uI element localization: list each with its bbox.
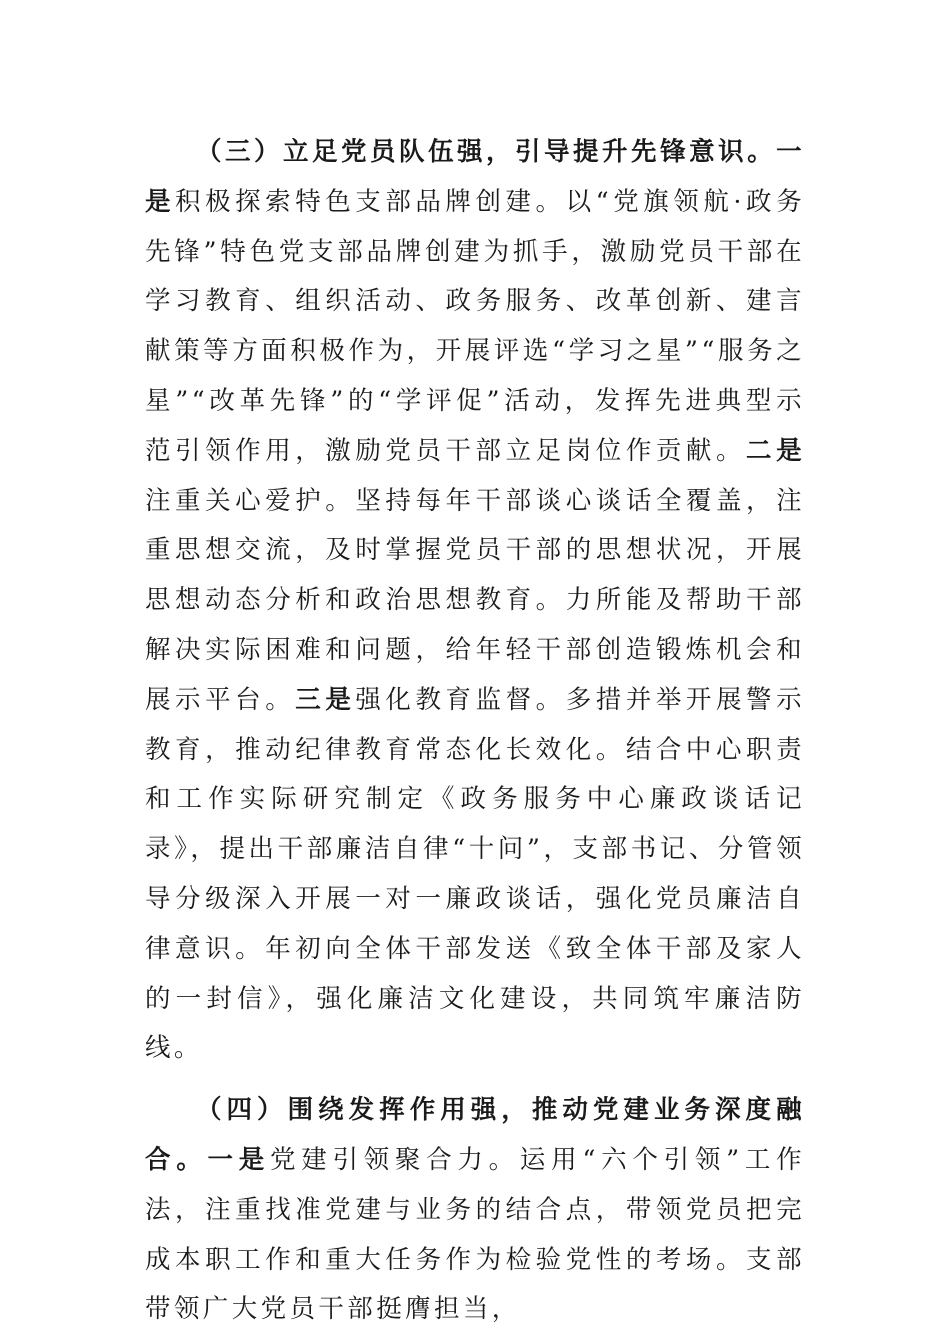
paragraph-section-3 — [145, 128, 805, 1074]
section-3-heading: （三）立足党员队伍强，引导提升先锋意识。 — [196, 137, 777, 167]
section-4-point-1-text: 党建引领聚合力。运用“六个引领”工作法，注重找准党建与业务的结合点，带领党员把完成本职工作和重大任务作为检验党性的考场。支部带领广大党员干部挺膺担当， — [145, 1144, 805, 1325]
point-3-text: 强化教育监督。多措并举开展警示教育，推动纪律教育常态化长效化。结合中心职责和工作实际研究制定《政务服务中心廉政谈话记录》，提出干部廉洁自律“十问”，支部书记、分管领导分级深入开展一对一廉政谈话，强化党员廉洁自律意识。年初向全体干部发送《致全体干部及家人的一封信》，强化廉洁文化建设，共同筑牢廉洁防线。 — [145, 684, 805, 1064]
section-4-heading: （四）围绕发挥作用强，推动党建业务深度融合。 — [145, 1095, 805, 1175]
section-4-point-1-label: 一是 — [207, 1144, 270, 1175]
point-1-text: 积极探索特色支部品牌创建。以“党旗领航·政务先锋”特色党支部品牌创建为抓手，激励党员干部在学习教育、组织活动、政务服务、改革创新、建言献策等方面积极作为，开展评选“学习之星”“服务之星”“改革先锋”的“学评促”活动，发挥先进典型示范引领作用，激励党员干部立足岗位作贡献。 — [145, 186, 805, 466]
paragraph-section-4 — [145, 1086, 805, 1335]
point-2-text: 注重关心爱护。坚持每年干部谈心谈话全覆盖，注重思想交流，及时掌握党员干部的思想状况，开展思想动态分析和政治思想教育。力所能及帮助干部解决实际困难和问题，给年轻干部创造锻炼机会和展示平台。 — [145, 485, 805, 715]
point-1-label: 一是 — [145, 137, 805, 217]
point-3-label: 三是 — [295, 684, 356, 715]
point-2-label: 二是 — [746, 435, 805, 466]
document-body — [145, 128, 805, 1335]
